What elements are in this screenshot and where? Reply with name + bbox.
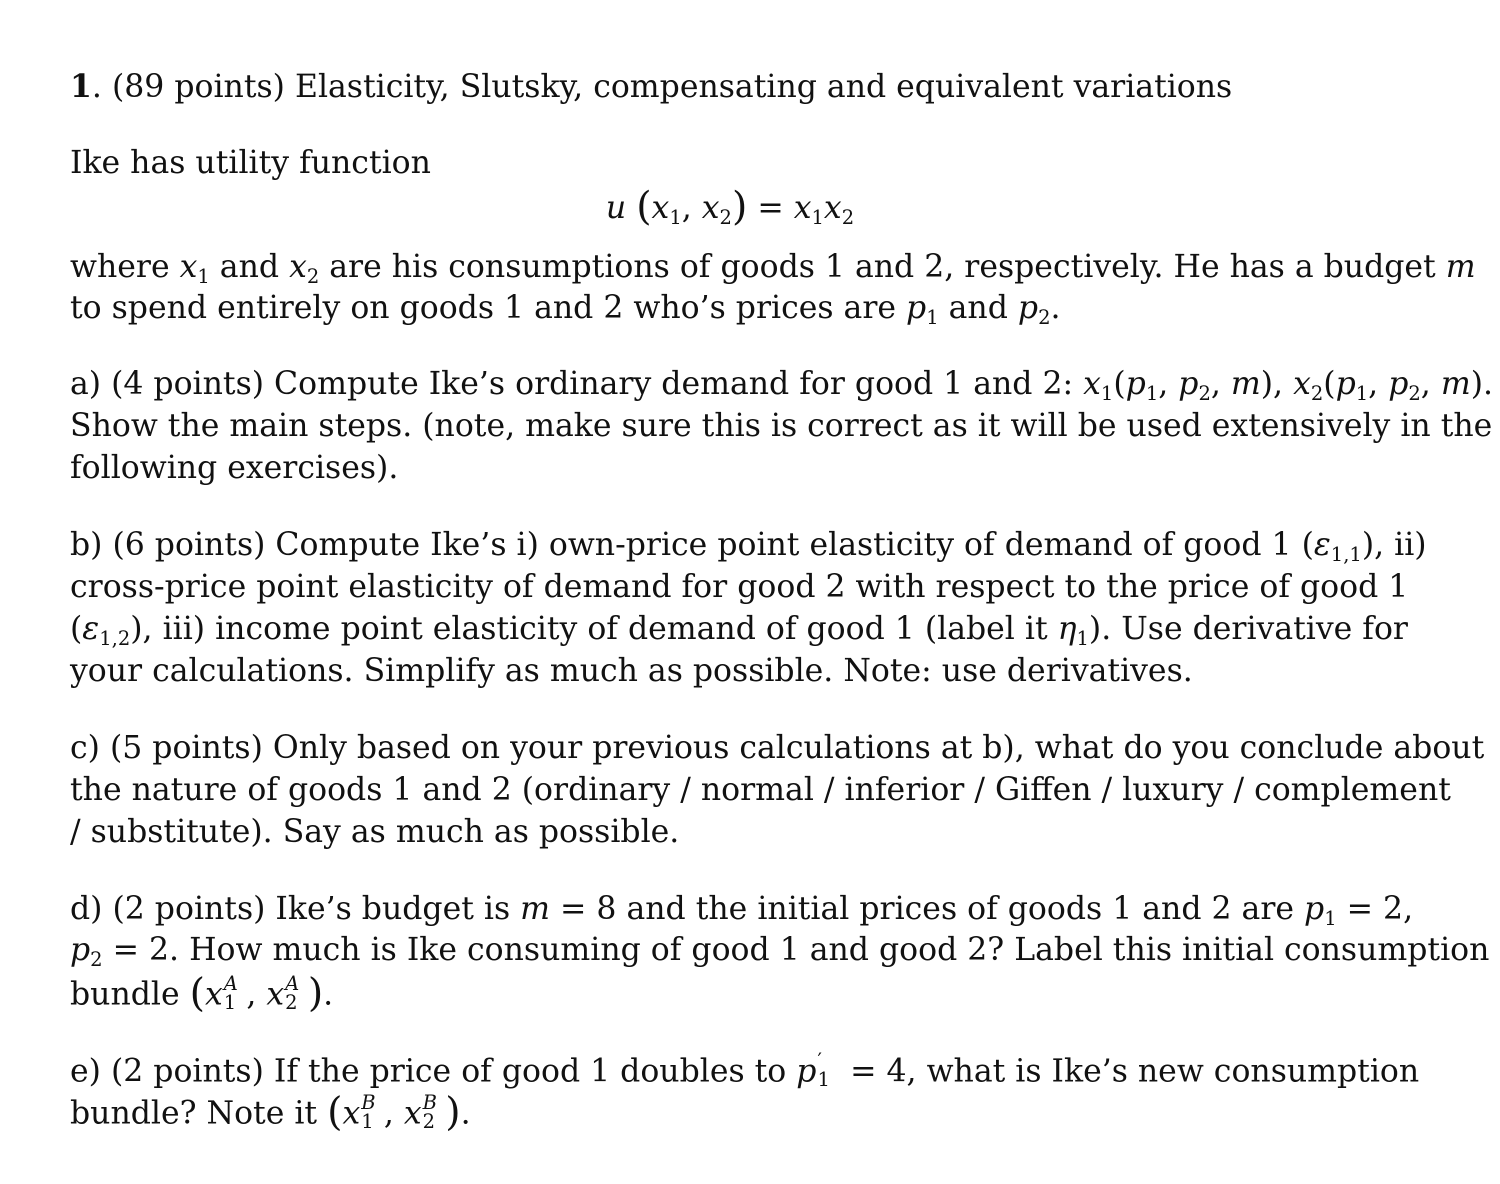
part-d-line2: $p_2 = 2$. How much is Ike consuming of good 1 and good 2? Label this initial consumption <box>70 932 1490 972</box>
question-number: 1 <box>70 68 92 105</box>
question-title: . (89 points) Elasticity, Slutsky, compensating and equivalent variations <box>91 69 1233 105</box>
intro-where-line1: where $x_1$ and $x_2$ are his consumptions of goods 1 and 2, respectively. He has a budget m <box>70 249 1476 289</box>
part-b-line2: cross-price point elasticity of demand for good 2 with respect to the price of good 1 <box>70 569 1409 605</box>
part-e-line2: bundle? Note it (x B 1 , x B 2 ). <box>70 1089 471 1136</box>
part-a-line1: a) (4 points) Compute Ike’s ordinary demand for good 1 and 2: $x_1(p_1$, $p_2$, m), $x_2(p_1$, $p_2$, m). <box>70 366 1494 406</box>
part-c-line3: / substitute). Say as much as possible. <box>70 814 680 850</box>
part-a-line2: Show the main steps. (note, make sure this is correct as it will be used extensively in the <box>70 408 1493 444</box>
part-c-line2: the nature of goods 1 and 2 (ordinary / normal / inferior / Giffen / luxury / complement <box>70 772 1451 808</box>
part-b-line3: $(\varepsilon_{1,2})$, iii) income point elasticity of demand of good 1 (label it $\eta_1$). Use derivative for <box>70 611 1408 651</box>
part-e-line1: e) (2 points) If the price of good 1 doubles to p ′ 1 = 4, what is Ike’s new consumption <box>70 1048 1420 1092</box>
part-c-line1: c) (5 points) Only based on your previous calculations at b), what do you conclude about <box>70 730 1485 766</box>
part-d-line3: bundle (x A 1 , x A 2 ). <box>70 970 334 1017</box>
part-a-line3: following exercises). <box>70 450 399 486</box>
question-heading <box>70 67 1390 107</box>
part-b-line1: b) (6 points) Compute Ike’s i) own-price point elasticity of demand of good 1 $(\varepsilon_{1,1})$, ii) <box>70 527 1427 567</box>
intro-where-line2: to spend entirely on goods 1 and 2 who’s prices are $p_1$ and $p_2$. <box>70 290 1061 330</box>
utility-formula: u ($x_1$, $x_2) = x_1x_2$ <box>605 183 855 230</box>
part-d-line1: d) (2 points) Ike’s budget is m = 8 and the initial prices of goods 1 and 2 are $p_1 = 2$, <box>70 891 1414 931</box>
intro-text: Ike has utility function <box>70 145 431 181</box>
part-b-line4: your calculations. Simplify as much as possible. Note: use derivatives. <box>70 653 1193 689</box>
